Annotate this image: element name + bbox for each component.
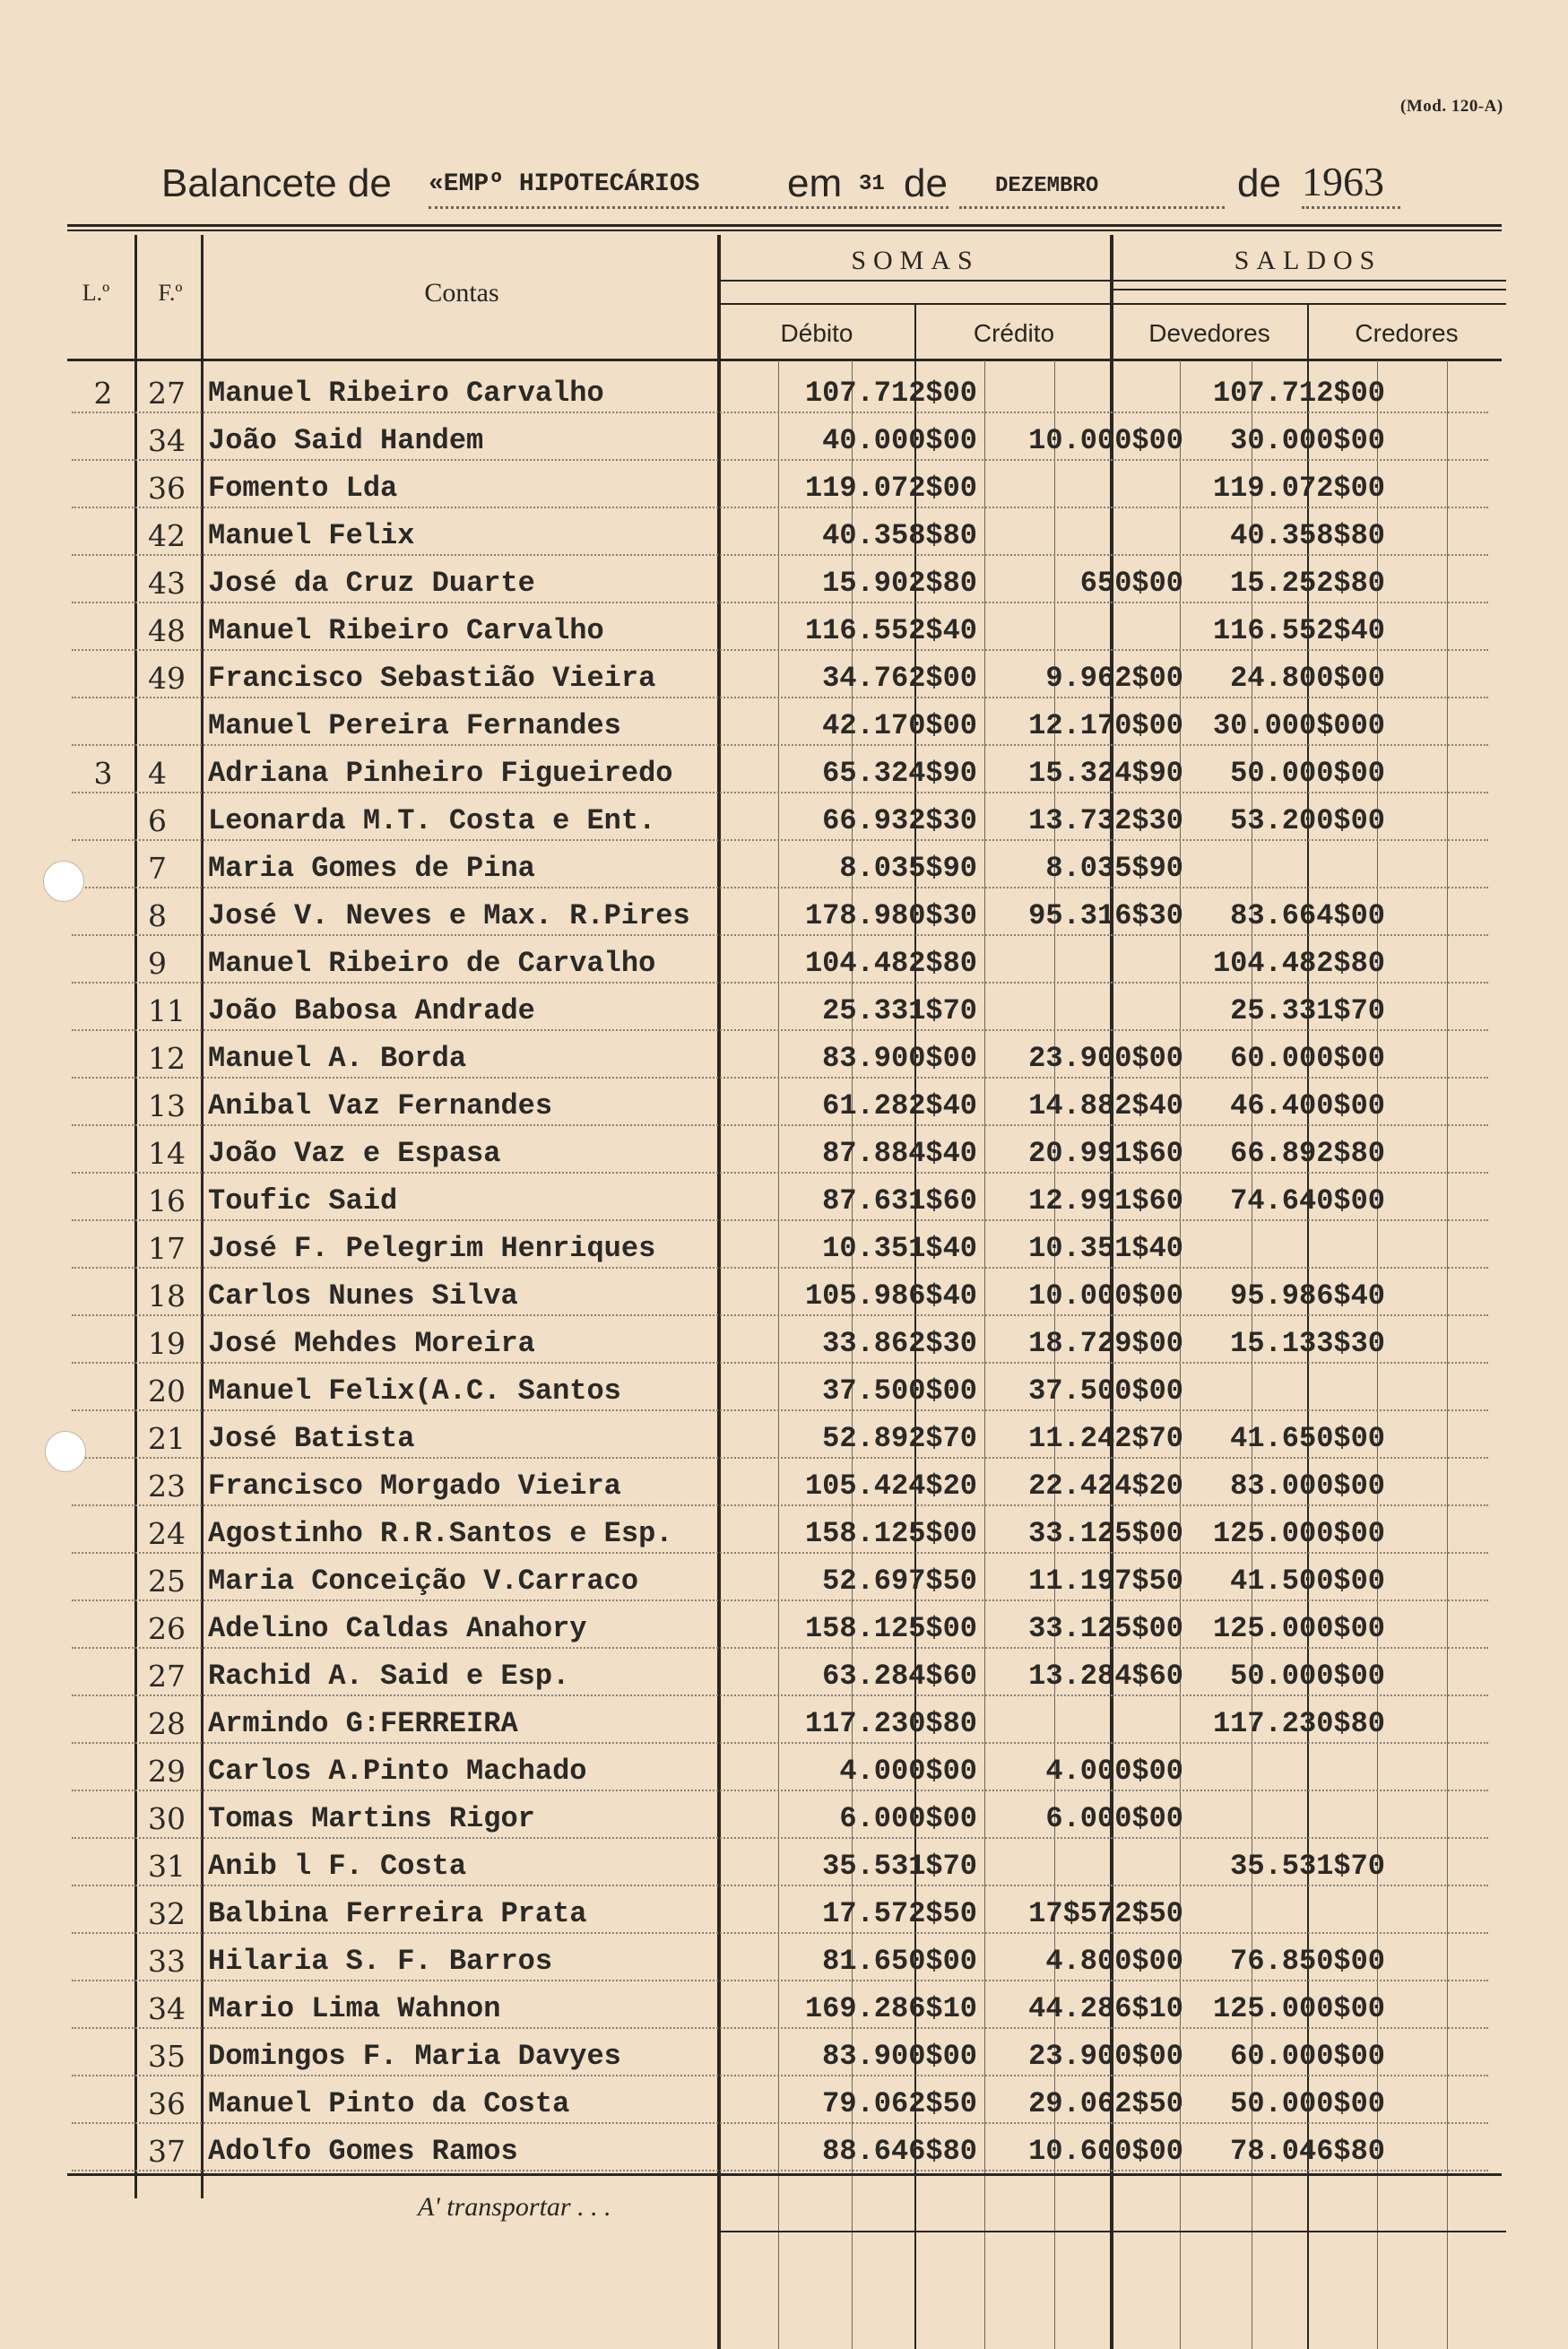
debito-cell: 4.000$00 (839, 1755, 977, 1788)
debito-cell: 88.646$80 (822, 2135, 977, 2168)
table-row (72, 2029, 1488, 2076)
conta-cell: João Vaz e Espasa (208, 1137, 501, 1170)
debito-cell: 33.862$30 (822, 1327, 977, 1360)
credito-cell: 11.242$70 (1028, 1422, 1183, 1455)
col-contas: Contas (424, 278, 499, 308)
folha-cell: 43 (148, 566, 186, 601)
top-rule (67, 224, 1502, 227)
credito-cell: 95.316$30 (1028, 899, 1183, 932)
conta-cell: José Batista (208, 1422, 415, 1455)
table-row (72, 1839, 1488, 1886)
devedores-cell: 66.892$80 (1230, 1137, 1385, 1170)
folha-cell: 6 (148, 803, 167, 838)
col-somas: SOMAS (851, 246, 980, 275)
table-row (72, 1126, 1488, 1174)
conta-cell: Adolfo Gomes Ramos (208, 2135, 518, 2168)
devedores-cell: 60.000$00 (1230, 2040, 1385, 2073)
credito-cell: 6.000$00 (1045, 1802, 1183, 1835)
devedores-cell: 104.482$80 (1212, 947, 1385, 980)
devedores-cell: 76.850$00 (1230, 1945, 1385, 1978)
folha-cell: 28 (148, 1706, 186, 1741)
table-row (72, 793, 1488, 841)
folha-cell: 27 (148, 376, 186, 411)
table-row (72, 1649, 1488, 1696)
credito-cell: 8.035$90 (1045, 852, 1183, 885)
conta-cell: Carlos Nunes Silva (208, 1279, 518, 1313)
livro-cell: 2 (93, 376, 113, 411)
col-debito: Débito (780, 319, 853, 347)
credito-cell: 12.170$00 (1028, 709, 1183, 742)
table-row (72, 888, 1488, 936)
folha-cell: 20 (148, 1374, 186, 1409)
devedores-cell: 46.400$00 (1230, 1089, 1385, 1122)
table-row (72, 366, 1488, 413)
debito-cell: 83.900$00 (822, 1042, 977, 1075)
table-row (72, 1079, 1488, 1126)
devedores-cell: 83.664$00 (1230, 899, 1385, 932)
table-row (72, 841, 1488, 888)
conta-cell: Manuel Pereira Fernandes (208, 709, 621, 742)
debito-cell: 83.900$00 (822, 2040, 977, 2073)
debito-cell: 104.482$80 (804, 947, 977, 980)
debito-cell: 178.980$30 (804, 899, 977, 932)
folha-cell: 14 (148, 1136, 186, 1171)
balancete-label: Balancete de (161, 161, 392, 205)
conta-cell: José da Cruz Duarte (208, 567, 535, 600)
folha-cell: 49 (148, 661, 186, 696)
folha-cell: 18 (148, 1279, 186, 1313)
debito-cell: 25.331$70 (822, 994, 977, 1027)
credito-cell: 23.900$00 (1028, 1042, 1183, 1075)
folha-cell: 25 (148, 1564, 186, 1599)
devedores-cell: 50.000$00 (1230, 757, 1385, 790)
conta-cell: José Mehdes Moreira (208, 1327, 535, 1360)
credito-cell: 44.286$10 (1028, 1992, 1183, 2025)
credito-cell: 33.125$00 (1028, 1612, 1183, 1645)
credito-cell: 10.000$00 (1028, 1279, 1183, 1313)
folha-cell: 23 (148, 1469, 186, 1504)
credito-cell: 650$00 (1079, 567, 1183, 600)
conta-cell: Armindo G:FERREIRA (208, 1707, 518, 1740)
bottom-rule (67, 2173, 1502, 2176)
header-bottom-rule (67, 359, 1502, 361)
debito-cell: 17.572$50 (822, 1897, 977, 1930)
devedores-cell: 24.800$00 (1230, 662, 1385, 695)
conta-cell: José V. Neves e Max. R.Pires (208, 899, 690, 932)
conta-cell: Domingos F. Maria Davyes (208, 2040, 621, 2073)
debito-cell: 37.500$00 (822, 1374, 977, 1408)
table-row (72, 1791, 1488, 1839)
credito-cell: 20.991$60 (1028, 1137, 1183, 1170)
folha-cell: 19 (148, 1326, 186, 1361)
credito-cell: 9.962$00 (1045, 662, 1183, 695)
conta-cell: Agostinho R.R.Santos e Esp. (208, 1517, 673, 1550)
credito-cell: 18.729$00 (1028, 1327, 1183, 1360)
credito-cell: 23.900$00 (1028, 2040, 1183, 2073)
month-line (959, 206, 1225, 209)
debito-cell: 87.631$60 (822, 1184, 977, 1218)
devedores-cell: 125.000$00 (1212, 1612, 1385, 1645)
debito-cell: 15.902$80 (822, 567, 977, 600)
conta-cell: Carlos A.Pinto Machado (208, 1755, 587, 1788)
table-row (72, 1934, 1488, 1981)
table-row (72, 1554, 1488, 1601)
top-rule-thin (67, 230, 1502, 231)
debito-cell: 65.324$90 (822, 757, 977, 790)
day-line (850, 206, 900, 209)
table-row (72, 2124, 1488, 2171)
debito-cell: 169.286$10 (804, 1992, 977, 2025)
devedores-cell: 78.046$80 (1230, 2135, 1385, 2168)
table-row (72, 746, 1488, 793)
folha-cell: 16 (148, 1183, 186, 1218)
folha-cell: 37 (148, 2134, 186, 2169)
credito-cell: 10.600$00 (1028, 2135, 1183, 2168)
year: 1963 (1302, 159, 1384, 204)
table-row (72, 2076, 1488, 2124)
table-row (72, 1269, 1488, 1316)
table-row (72, 936, 1488, 984)
devedores-cell: 41.500$00 (1230, 1565, 1385, 1598)
devedores-cell: 50.000$00 (1230, 2087, 1385, 2120)
debito-cell: 105.424$20 (804, 1469, 977, 1503)
conta-cell: Hilaria S. F. Barros (208, 1945, 553, 1978)
table-row (72, 1411, 1488, 1459)
conta-cell: Balbina Ferreira Prata (208, 1897, 587, 1930)
conta-cell: Manuel Felix (208, 519, 415, 552)
folha-cell: 31 (148, 1849, 186, 1884)
page-title (161, 151, 1408, 222)
devedores-cell: 40.358$80 (1230, 519, 1385, 552)
conta-cell: Manuel Ribeiro de Carvalho (208, 947, 656, 980)
conta-cell: Maria Conceição V.Carraco (208, 1565, 639, 1598)
folha-cell: 36 (148, 2086, 186, 2121)
devedores-cell: 117.230$80 (1212, 1707, 1385, 1740)
devedores-cell: 30.000$00 (1230, 424, 1385, 457)
credito-cell: 15.324$90 (1028, 757, 1183, 790)
account-type: «EMPº HIPOTECÁRIOS (429, 170, 700, 198)
conta-cell: Mario Lima Wahnon (208, 1992, 501, 2025)
debito-cell: 158.125$00 (804, 1612, 977, 1645)
folha-cell: 30 (148, 1801, 186, 1836)
folha-cell: 21 (148, 1421, 186, 1456)
folha-cell: 35 (148, 2039, 186, 2074)
folha-cell: 12 (148, 1041, 186, 1076)
folha-cell: 17 (148, 1231, 186, 1266)
credito-cell: 12.991$60 (1028, 1184, 1183, 1218)
folha-cell: 33 (148, 1944, 186, 1979)
debito-cell: 87.884$40 (822, 1137, 977, 1170)
conta-cell: Francisco Sebastião Vieira (208, 662, 656, 695)
credito-cell: 33.125$00 (1028, 1517, 1183, 1550)
table-row (72, 1886, 1488, 1934)
folha-cell: 34 (148, 1991, 186, 2026)
devedores-cell: 60.000$00 (1230, 1042, 1385, 1075)
table-row (72, 651, 1488, 698)
credito-cell: 13.284$60 (1028, 1660, 1183, 1693)
credito-cell: 10.351$40 (1028, 1232, 1183, 1265)
month: DEZEMBRO (995, 174, 1099, 198)
conta-cell: Manuel Ribeiro Carvalho (208, 614, 604, 647)
debito-cell: 40.000$00 (822, 424, 977, 457)
folha-cell: 29 (148, 1754, 186, 1789)
table-row (72, 1744, 1488, 1791)
debito-cell: 105.986$40 (804, 1279, 977, 1313)
debito-cell: 119.072$00 (804, 472, 977, 505)
devedores-cell: 25.331$70 (1230, 994, 1385, 1027)
debito-cell: 63.284$60 (822, 1660, 977, 1693)
row-baseline (72, 2170, 1488, 2171)
folha-cell: 11 (148, 993, 186, 1028)
devedores-cell: 50.000$00 (1230, 1660, 1385, 1693)
conta-cell: Anib l F. Costa (208, 1850, 467, 1883)
credito-cell: 17$572$50 (1028, 1897, 1183, 1930)
debito-cell: 81.650$00 (822, 1945, 977, 1978)
devedores-cell: 35.531$70 (1230, 1850, 1385, 1883)
col-folha: F.º (158, 280, 183, 306)
table-row (72, 461, 1488, 508)
conta-cell: Manuel Pinto da Costa (208, 2087, 570, 2120)
em-label: em (787, 161, 843, 205)
debito-cell: 10.351$40 (822, 1232, 977, 1265)
conta-cell: Manuel Felix(A.C. Santos (208, 1374, 621, 1408)
folha-cell: 27 (148, 1659, 186, 1694)
folha-cell: 42 (148, 518, 186, 553)
devedores-cell: 119.072$00 (1212, 472, 1385, 505)
table-row (72, 1459, 1488, 1506)
folha-cell: 34 (148, 423, 186, 458)
debito-cell: 42.170$00 (822, 709, 977, 742)
conta-cell: Francisco Morgado Vieira (208, 1469, 621, 1503)
form-model-label: (Mod. 120-A) (1400, 97, 1503, 116)
devedores-cell: 74.640$00 (1230, 1184, 1385, 1218)
year-line (1302, 206, 1400, 209)
table-row (72, 984, 1488, 1031)
debito-cell: 61.282$40 (822, 1089, 977, 1122)
table-row (72, 1221, 1488, 1269)
table-row (72, 1601, 1488, 1649)
credito-cell: 10.000$00 (1028, 424, 1183, 457)
debito-cell: 52.892$70 (822, 1422, 977, 1455)
credito-cell: 14.882$40 (1028, 1089, 1183, 1122)
conta-cell: Manuel Ribeiro Carvalho (208, 377, 604, 410)
folha-cell: 13 (148, 1088, 186, 1123)
conta-cell: Anibal Vaz Fernandes (208, 1089, 553, 1122)
debito-cell: 40.358$80 (822, 519, 977, 552)
credito-cell: 4.800$00 (1045, 1945, 1183, 1978)
col-credores: Credores (1355, 319, 1459, 347)
folha-cell: 32 (148, 1896, 186, 1931)
table-row (72, 698, 1488, 746)
devedores-cell: 125.000$00 (1212, 1517, 1385, 1550)
folha-cell: 26 (148, 1611, 186, 1646)
conta-cell: Fomento Lda (208, 472, 398, 505)
debito-cell: 79.062$50 (822, 2087, 977, 2120)
debito-cell: 66.932$30 (822, 804, 977, 837)
conta-cell: Toufic Said (208, 1184, 398, 1218)
conta-cell: Adelino Caldas Anahory (208, 1612, 587, 1645)
table-row (72, 603, 1488, 651)
devedores-cell: 53.200$00 (1230, 804, 1385, 837)
credito-cell: 22.424$20 (1028, 1469, 1183, 1503)
livro-cell: 3 (93, 756, 113, 791)
conta-cell: Leonarda M.T. Costa e Ent. (208, 804, 656, 837)
folha-cell: 8 (148, 898, 167, 933)
devedores-cell: 41.650$00 (1230, 1422, 1385, 1455)
credito-cell: 4.000$00 (1045, 1755, 1183, 1788)
devedores-cell: 15.133$30 (1230, 1327, 1385, 1360)
table-row (72, 1316, 1488, 1364)
debito-cell: 158.125$00 (804, 1517, 977, 1550)
devedores-cell: 125.000$00 (1212, 1992, 1385, 2025)
folha-cell: 9 (148, 946, 167, 981)
conta-cell: Maria Gomes de Pina (208, 852, 535, 885)
table-row (72, 413, 1488, 461)
col-credito: Crédito (973, 319, 1055, 347)
debito-cell: 52.697$50 (822, 1565, 977, 1598)
folha-cell: 4 (148, 756, 167, 791)
table-row (72, 1364, 1488, 1411)
devedores-cell: 116.552$40 (1212, 614, 1385, 647)
folha-cell: 48 (148, 613, 186, 648)
day: 31 (859, 172, 885, 196)
conta-cell: Adriana Pinheiro Figueiredo (208, 757, 673, 790)
credito-cell: 13.732$30 (1028, 804, 1183, 837)
credito-cell: 11.197$50 (1028, 1565, 1183, 1598)
debito-cell: 35.531$70 (822, 1850, 977, 1883)
conta-cell: Tomas Martins Rigor (208, 1802, 535, 1835)
devedores-cell: 107.712$00 (1212, 377, 1385, 410)
folha-cell: 36 (148, 471, 186, 506)
table-row (72, 556, 1488, 603)
transport-label: A' transportar . . . (418, 2192, 611, 2222)
table-row (72, 1506, 1488, 1554)
de2-label: de (1237, 161, 1281, 205)
conta-cell: João Babosa Andrade (208, 994, 535, 1027)
table-row (72, 1696, 1488, 1744)
debito-cell: 116.552$40 (804, 614, 977, 647)
credito-cell: 37.500$00 (1028, 1374, 1183, 1408)
saldos-rule-2 (1112, 289, 1506, 290)
conta-cell: José F. Pelegrim Henriques (208, 1232, 656, 1265)
col-livro: L.º (82, 280, 110, 306)
table-row (72, 1174, 1488, 1221)
devedores-cell: 30.000$000 (1212, 709, 1385, 742)
folha-cell: 24 (148, 1516, 186, 1551)
col-devedores: Devedores (1148, 319, 1270, 347)
debito-cell: 8.035$90 (839, 852, 977, 885)
de-label: de (904, 161, 948, 205)
punch-hole-top (43, 861, 84, 902)
devedores-cell: 15.252$80 (1230, 567, 1385, 600)
transport-rule (719, 2231, 1506, 2232)
debito-cell: 34.762$00 (822, 662, 977, 695)
table-row (72, 508, 1488, 556)
debito-cell: 107.712$00 (804, 377, 977, 410)
folha-cell: 7 (148, 851, 167, 886)
table-row (72, 1981, 1488, 2029)
conta-cell: Rachid A. Said e Esp. (208, 1660, 570, 1693)
devedores-cell: 95.986$40 (1230, 1279, 1385, 1313)
col-saldos: SALDOS (1234, 246, 1382, 275)
debito-cell: 117.230$80 (804, 1707, 977, 1740)
conta-cell: João Said Handem (208, 424, 484, 457)
table-row (72, 1031, 1488, 1079)
credito-cell: 29.062$50 (1028, 2087, 1183, 2120)
conta-cell: Manuel A. Borda (208, 1042, 467, 1075)
devedores-cell: 83.000$00 (1230, 1469, 1385, 1503)
punch-hole-bottom (45, 1431, 86, 1472)
debito-cell: 6.000$00 (839, 1802, 977, 1835)
